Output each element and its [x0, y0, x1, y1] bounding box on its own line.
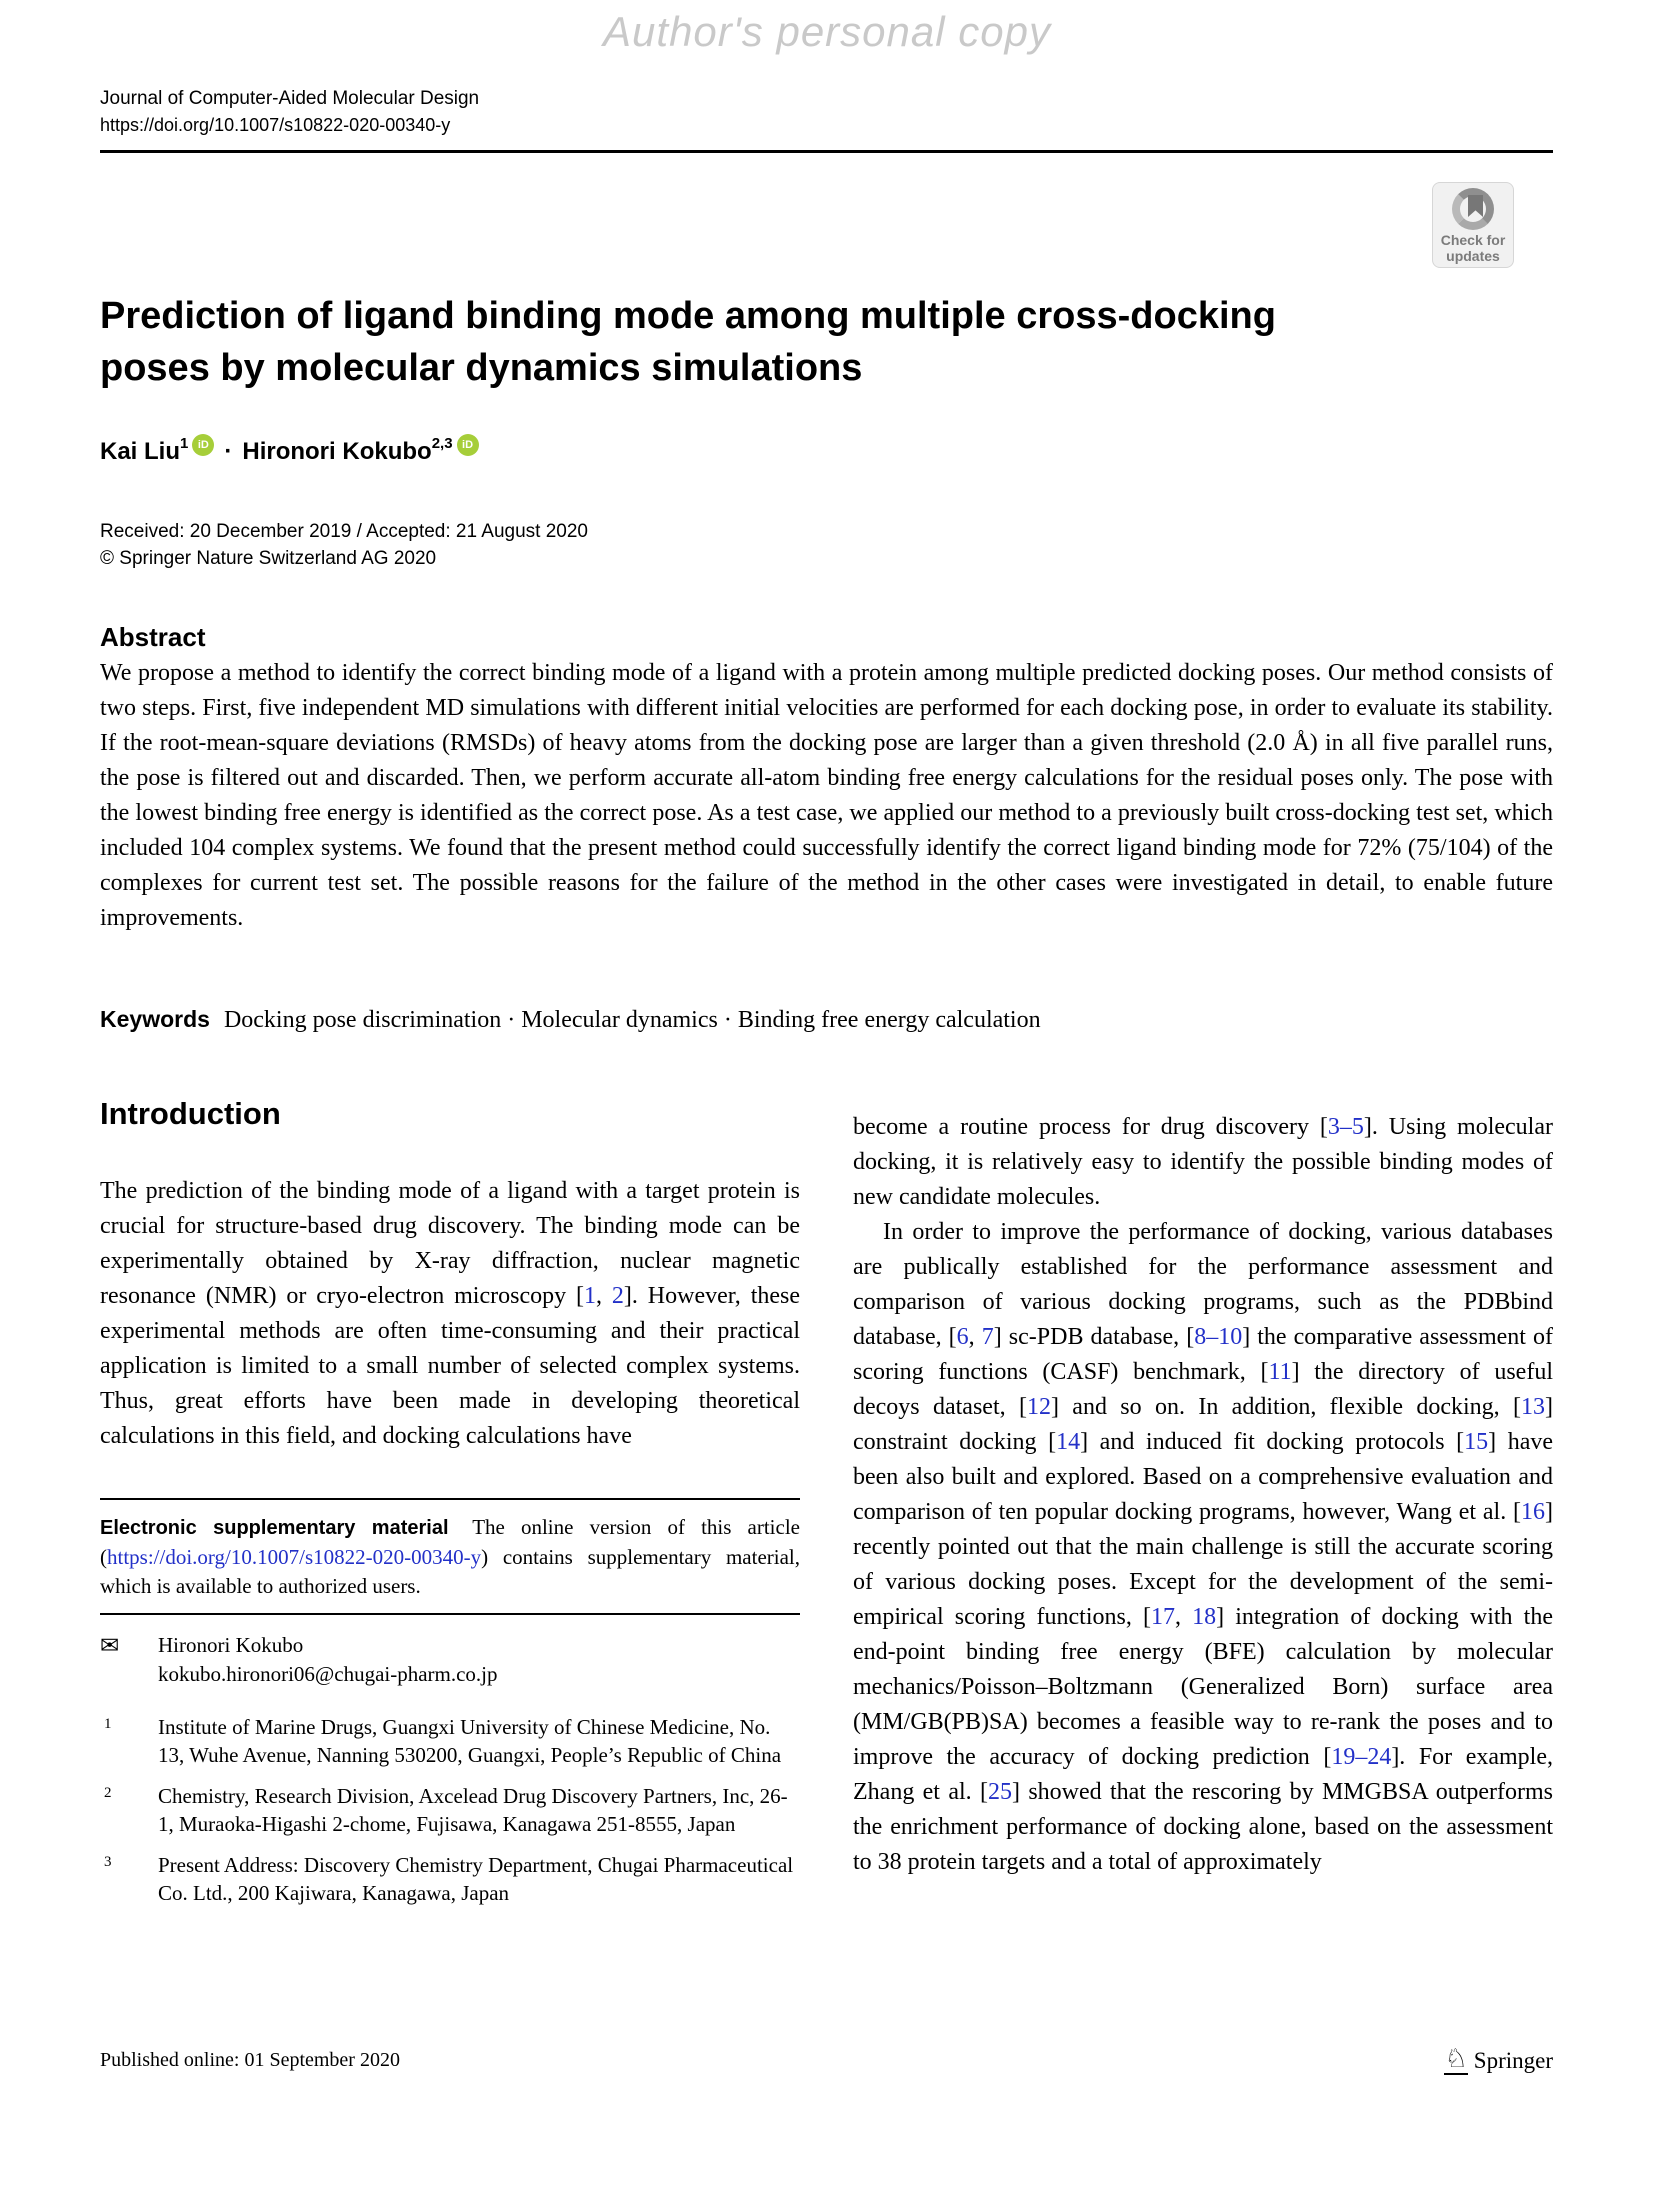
abstract-body: We propose a method to identify the correct binding mode of a ligand with a protein among multiple predicted docking poses. Our method consists of two steps. First, five independent MD simulations with different initial velocities are performed for each docking pose, in order to evaluate its stability. If the root-mean-square deviations (RMSDs) of heavy atoms from the docking pose are larger than a given threshold (2.0 Å) in all five parallel runs, the pose is filtered out and discarded. Then, we perform accurate all-atom binding free energy calculations for the residual poses only. The pose with the lowest binding free energy is identified as the correct pose. As a test case, we applied our method to a previously built cross-docking test set, which included 104 complex systems. We found that the present method could successfully identify the correct ligand binding mode for 72% (75/104) of the complexes for current test set. The possible reasons for the failure of the method in the other cases were investigated in detail, to enable future improvements.	[100, 660, 1553, 931]
keywords-row	[100, 1006, 1553, 1034]
springer-knight-icon: ♘	[1444, 2044, 1468, 2073]
affiliation-text: Present Address: Discovery Chemistry Department, Chugai Pharmaceutical Co. Ltd., 200 Kajiwara, Kanagawa, Japan	[158, 1853, 794, 1905]
page-footer	[100, 2046, 1553, 2075]
author-name: Kai Liu	[100, 438, 181, 465]
corresponding-author-email: kokubo.hironori06@chugai-pharm.co.jp	[158, 1662, 498, 1686]
keywords-text: Docking pose discrimination · Molecular dynamics · Binding free energy calculation	[223, 1007, 1041, 1033]
affiliation-text: Institute of Marine Drugs, Guangxi University of Chinese Medicine, No. 13, Wuhe Avenue, Nanning 530200, Guangxi, People’s Republic of China	[158, 1715, 782, 1767]
corresponding-author-name: Hironori Kokubo	[158, 1633, 304, 1657]
affiliation-text: Chemistry, Research Division, Axcelead Drug Discovery Partners, Inc, 26-1, Muraoka-Higashi 2-chome, Fujisawa, Kanagawa 251-8555, Japan	[158, 1784, 788, 1836]
author-affiliation-sup: 2,3	[431, 434, 453, 452]
electronic-supplementary-material: Electronic supplementary material The online version of this article (https://doi.org/10.1007/s10822-020-00340-y) contains supplementary material, which is available to authorized users.	[100, 1498, 800, 1615]
envelope-icon: ✉	[100, 1633, 120, 1658]
affiliation-number: 3	[104, 1854, 112, 1870]
springer-logo	[1444, 2046, 1553, 2075]
check-for-updates-badge[interactable]	[1432, 182, 1514, 268]
affiliation-number: 1	[104, 1716, 112, 1732]
check-for-updates-icon	[1452, 188, 1494, 230]
article-title: Prediction of ligand binding mode among multiple cross-docking poses by molecular dynamics simulations	[100, 295, 1276, 389]
introduction-paragraph: The prediction of the binding mode of a ligand with a target protein is crucial for structure-based drug discovery. The binding mode can be experimentally obtained by X-ray diffraction, nuclear magnetic resonance (NMR) or cryo-electron microscopy [1, 2]. However, these experimental methods are often time-consuming and their practical application is limited to a small number of selected complex systems. Thus, great efforts have been made in developing theoretical calculations in this field, and docking calculations have	[100, 1178, 801, 1449]
journal-name: Journal of Computer-Aided Molecular Design	[100, 88, 480, 109]
right-column	[853, 1110, 1553, 1880]
affiliation-number: 2	[104, 1785, 112, 1801]
journal-doi: https://doi.org/10.1007/s10822-020-00340-y	[100, 115, 451, 135]
author-name: Hironori Kokubo	[242, 438, 432, 465]
copyright-line: © Springer Nature Switzerland AG 2020	[100, 548, 437, 569]
correspondence-block	[100, 1631, 800, 1689]
affiliation-item	[100, 1851, 800, 1907]
left-column	[100, 1096, 800, 1907]
received-accepted-line: Received: 20 December 2019 / Accepted: 21 August 2020	[100, 521, 588, 542]
check-for-updates-label: Check for updates	[1440, 232, 1506, 264]
intro-second-paragraph: In order to improve the performance of docking, various databases are publically established for the performance assessment and comparison of various docking programs, such as the PDBbind database, [6, 7] sc-PDB database, [8–10] the comparative assessment of scoring functions (CASF) benchmark, [11] the directory of useful decoys dataset, [12] and so on. In addition, flexible docking, [13] constraint docking [14] and induced fit docking protocols [15] have been also built and explored. Based on a comprehensive evaluation and comparison of ten popular docking programs, however, Wang et al. [16] recently pointed out that the main challenge is still the accurate scoring of various docking poses. Except for the development of the semi-empirical scoring functions, [17, 18] integration of docking with the end-point binding free energy (BFE) calculation by molecular mechanics/Poisson–Boltzmann (Generalized Born) surface area (MM/GB(PB)SA) becomes a feasible way to re-rank the poses and to improve the accuracy of docking prediction [19–24]. For example, Zhang et al. [25] showed that the rescoring by MMGBSA outperforms the enrichment performance of docking alone, based on the assessment to 38 protein targets and a total of approximately	[853, 1219, 1554, 1875]
correspondence-contact	[158, 1631, 800, 1689]
author-separator: ·	[224, 438, 233, 465]
intro-continuation-paragraph: become a routine process for drug discovery [3–5]. Using molecular docking, it is relatively easy to identify the possible binding modes of new candidate molecules.	[853, 1114, 1553, 1210]
journal-header	[100, 86, 479, 138]
orcid-icon[interactable]: iD	[457, 434, 479, 456]
authors-row	[100, 434, 479, 470]
authors-personal-copy-watermark: Author's personal copy	[603, 8, 1051, 55]
affiliation-item	[100, 1713, 800, 1769]
abstract-heading: Abstract	[100, 622, 206, 652]
introduction-heading: Introduction	[100, 1096, 281, 1131]
springer-wordmark: Springer	[1473, 2047, 1553, 2073]
affiliation-item	[100, 1782, 800, 1838]
keywords-label: Keywords	[100, 1006, 210, 1032]
author-affiliation-sup: 1	[180, 434, 189, 452]
header-rule	[100, 150, 1553, 153]
published-online-line: Published online: 01 September 2020	[100, 2049, 400, 2071]
orcid-icon[interactable]: iD	[192, 434, 214, 456]
dates-block	[100, 518, 588, 572]
